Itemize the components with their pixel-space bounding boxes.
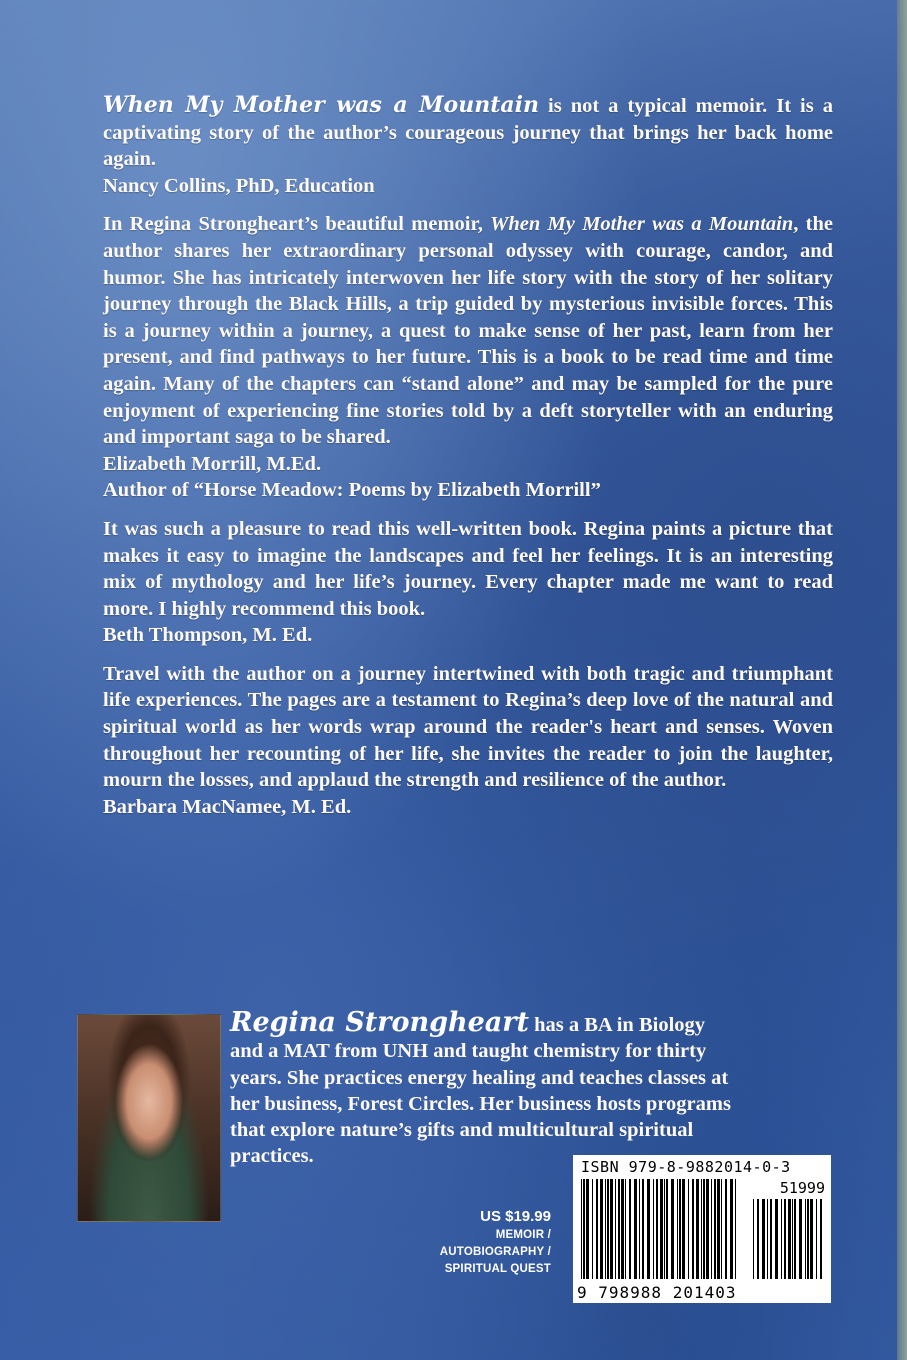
book-title: When My Mother was a Mountain <box>103 92 539 118</box>
review-1-text: is not a typical memoir. It is a captivating story of the author’s courageous journey that brings her back home again. <box>103 95 833 171</box>
author-photo <box>77 1014 221 1222</box>
price-block <box>405 1207 551 1278</box>
author-bio-text: has a BA in Biology and a MAT from UNH and taught chemistry for thirty years. She practices energy healing and teaches classes at her business, Forest Circles. Her business hosts programs that explore nature’s gifts and multicultural spiritual practices. <box>230 1014 731 1168</box>
barcode-digits: 9 798988 201403 <box>577 1283 737 1302</box>
review-3-credit: Beth Thompson, M. Ed. <box>103 624 313 647</box>
category-2: AUTOBIOGRAPHY / <box>439 1246 551 1258</box>
isbn-barcode <box>573 1155 831 1303</box>
review-2-book-title: When My Mother was a Mountain <box>490 213 794 236</box>
price: US $19.99 <box>480 1208 551 1225</box>
spine-edge <box>897 0 907 1360</box>
author-name: Regina Strongheart <box>230 1007 529 1038</box>
isbn-text: ISBN 979-8-9882014-0-3 <box>581 1158 791 1176</box>
review-2-credit: Elizabeth Morrill, M.Ed. <box>103 452 322 475</box>
price-code: 51999 <box>779 1179 825 1197</box>
author-bio <box>230 1007 740 1170</box>
barcode-addon-bars-icon <box>753 1199 823 1279</box>
barcode-bars-icon <box>581 1179 736 1279</box>
review-2-credit-line2: Author of “Horse Meadow: Poems by Elizabeth Morrill” <box>103 479 601 502</box>
review-2-text-before: In Regina Strongheart’s beautiful memoir, <box>103 213 491 236</box>
review-2 <box>103 211 833 450</box>
review-1-credit: Nancy Collins, PhD, Education <box>103 174 375 197</box>
review-3: It was such a pleasure to read this well-written book. Regina paints a picture that makes it easy to imagine the landscapes and feel her feelings. It is an interesting mix of mythology and her life’s journey. Every chapter made me want to read more. I highly recommend this book. <box>103 517 833 620</box>
category-3: SPIRITUAL QUEST <box>444 1263 551 1275</box>
review-4-credit: Barbara MacNamee, M. Ed. <box>103 795 352 818</box>
review-1 <box>103 92 833 173</box>
review-4: Travel with the author on a journey intertwined with both tragic and triumphant life experiences. The pages are a testament to Regina’s deep love of the natural and spiritual world as her words wrap around the reader's heart and senses. Woven throughout her recounting of her life, she invites the reader to join the laughter, mourn the losses, and applaud the strength and resilience of the author. <box>103 662 833 792</box>
category-1: MEMOIR / <box>495 1229 551 1241</box>
reviews-column <box>103 92 833 820</box>
review-2-text-after: , the author shares her extraordinary personal odyssey with courage, candor, and humor. She has intricately interwoven her life story with the story of her solitary journey through the Black Hills, a trip guided by mysterious invisible forces. This is a journey within a journey, a quest to make sense of her past, learn from her present, and find pathways to her future. This is a book to be read time and time again. Many of the chapters can “stand alone” and may be sampled for the pure enjoyment of experiencing fine stories told by a deft storyteller with an enduring and important saga to be shared. <box>103 213 833 449</box>
